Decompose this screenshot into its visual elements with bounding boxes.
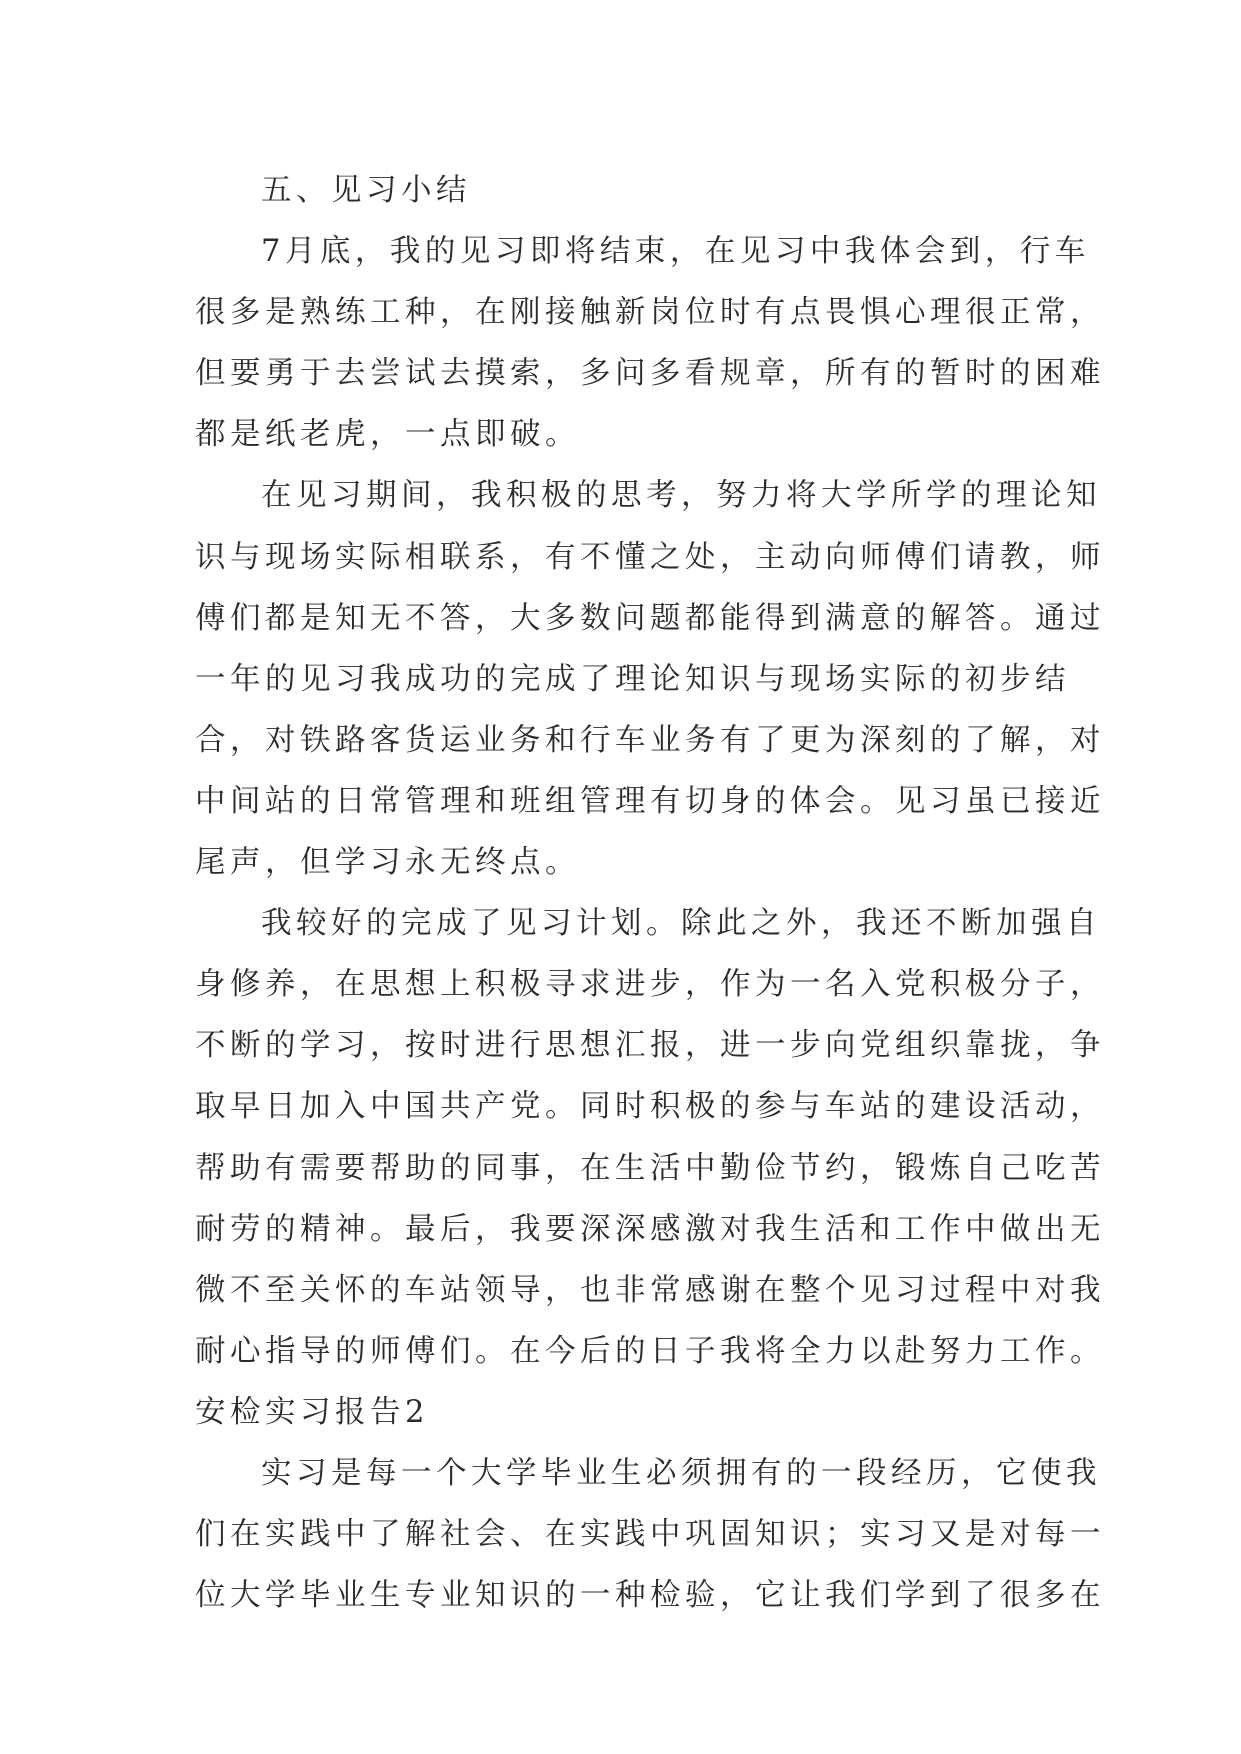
paragraph-line: 取早日加入中国共产党。同时积极的参与车站的建设活动，	[195, 1089, 1105, 1125]
paragraph-line: 实习是每一个大学毕业生必须拥有的一段经历，它使我	[261, 1455, 1101, 1491]
section-heading: 五、见习小结	[261, 173, 471, 208]
paragraph-line: 我较好的完成了见习计划。除此之外，我还不断加强自	[261, 906, 1101, 942]
paragraph-line: 但要勇于去尝试去摸索，多问多看规章，所有的暂时的困难	[195, 356, 1105, 392]
paragraph-line: 们在实践中了解社会、在实践中巩固知识；实习又是对每一	[195, 1517, 1105, 1553]
paragraph-line: 帮助有需要帮助的同事，在生活中勤俭节约，锻炼自己吃苦	[195, 1150, 1105, 1186]
paragraph-line: 微不至关怀的车站领导，也非常感谢在整个见习过程中对我	[195, 1272, 1105, 1308]
paragraph-line: 不断的学习，按时进行思想汇报，进一步向党组织靠拢，争	[195, 1028, 1105, 1064]
paragraph-line: 很多是熟练工种，在刚接触新岗位时有点畏惧心理很正常，	[195, 295, 1105, 331]
report-subtitle: 安检实习报告2	[195, 1394, 429, 1430]
paragraph-line: 都是纸老虎，一点即破。	[195, 417, 580, 453]
paragraph-line: 识与现场实际相联系，有不懂之处，主动向师傅们请教，师	[195, 539, 1105, 575]
paragraph-line: 合，对铁路客货运业务和行车业务有了更为深刻的了解，对	[195, 722, 1105, 758]
paragraph-line: 耐心指导的师傅们。在今后的日子我将全力以赴努力工作。	[195, 1333, 1105, 1369]
paragraph-line: 中间站的日常管理和班组管理有切身的体会。见习虽已接近	[195, 783, 1105, 819]
paragraph-line: 尾声，但学习永无终点。	[195, 845, 580, 881]
paragraph-line: 身修养，在思想上积极寻求进步，作为一名入党积极分子，	[195, 967, 1105, 1003]
paragraph-line: 位大学毕业生专业知识的一种检验，它让我们学到了很多在	[195, 1578, 1105, 1614]
paragraph-line: 一年的见习我成功的完成了理论知识与现场实际的初步结	[195, 661, 1070, 697]
paragraph-line: 傅们都是知无不答，大多数问题都能得到满意的解答。通过	[195, 600, 1105, 636]
paragraph-line: 7月底，我的见习即将结束，在见习中我体会到，行车	[261, 234, 1090, 270]
paragraph-line: 耐劳的精神。最后，我要深深感激对我生活和工作中做出无	[195, 1211, 1105, 1247]
document-body	[195, 160, 1105, 1626]
paragraph-line: 在见习期间，我积极的思考，努力将大学所学的理论知	[261, 478, 1101, 514]
